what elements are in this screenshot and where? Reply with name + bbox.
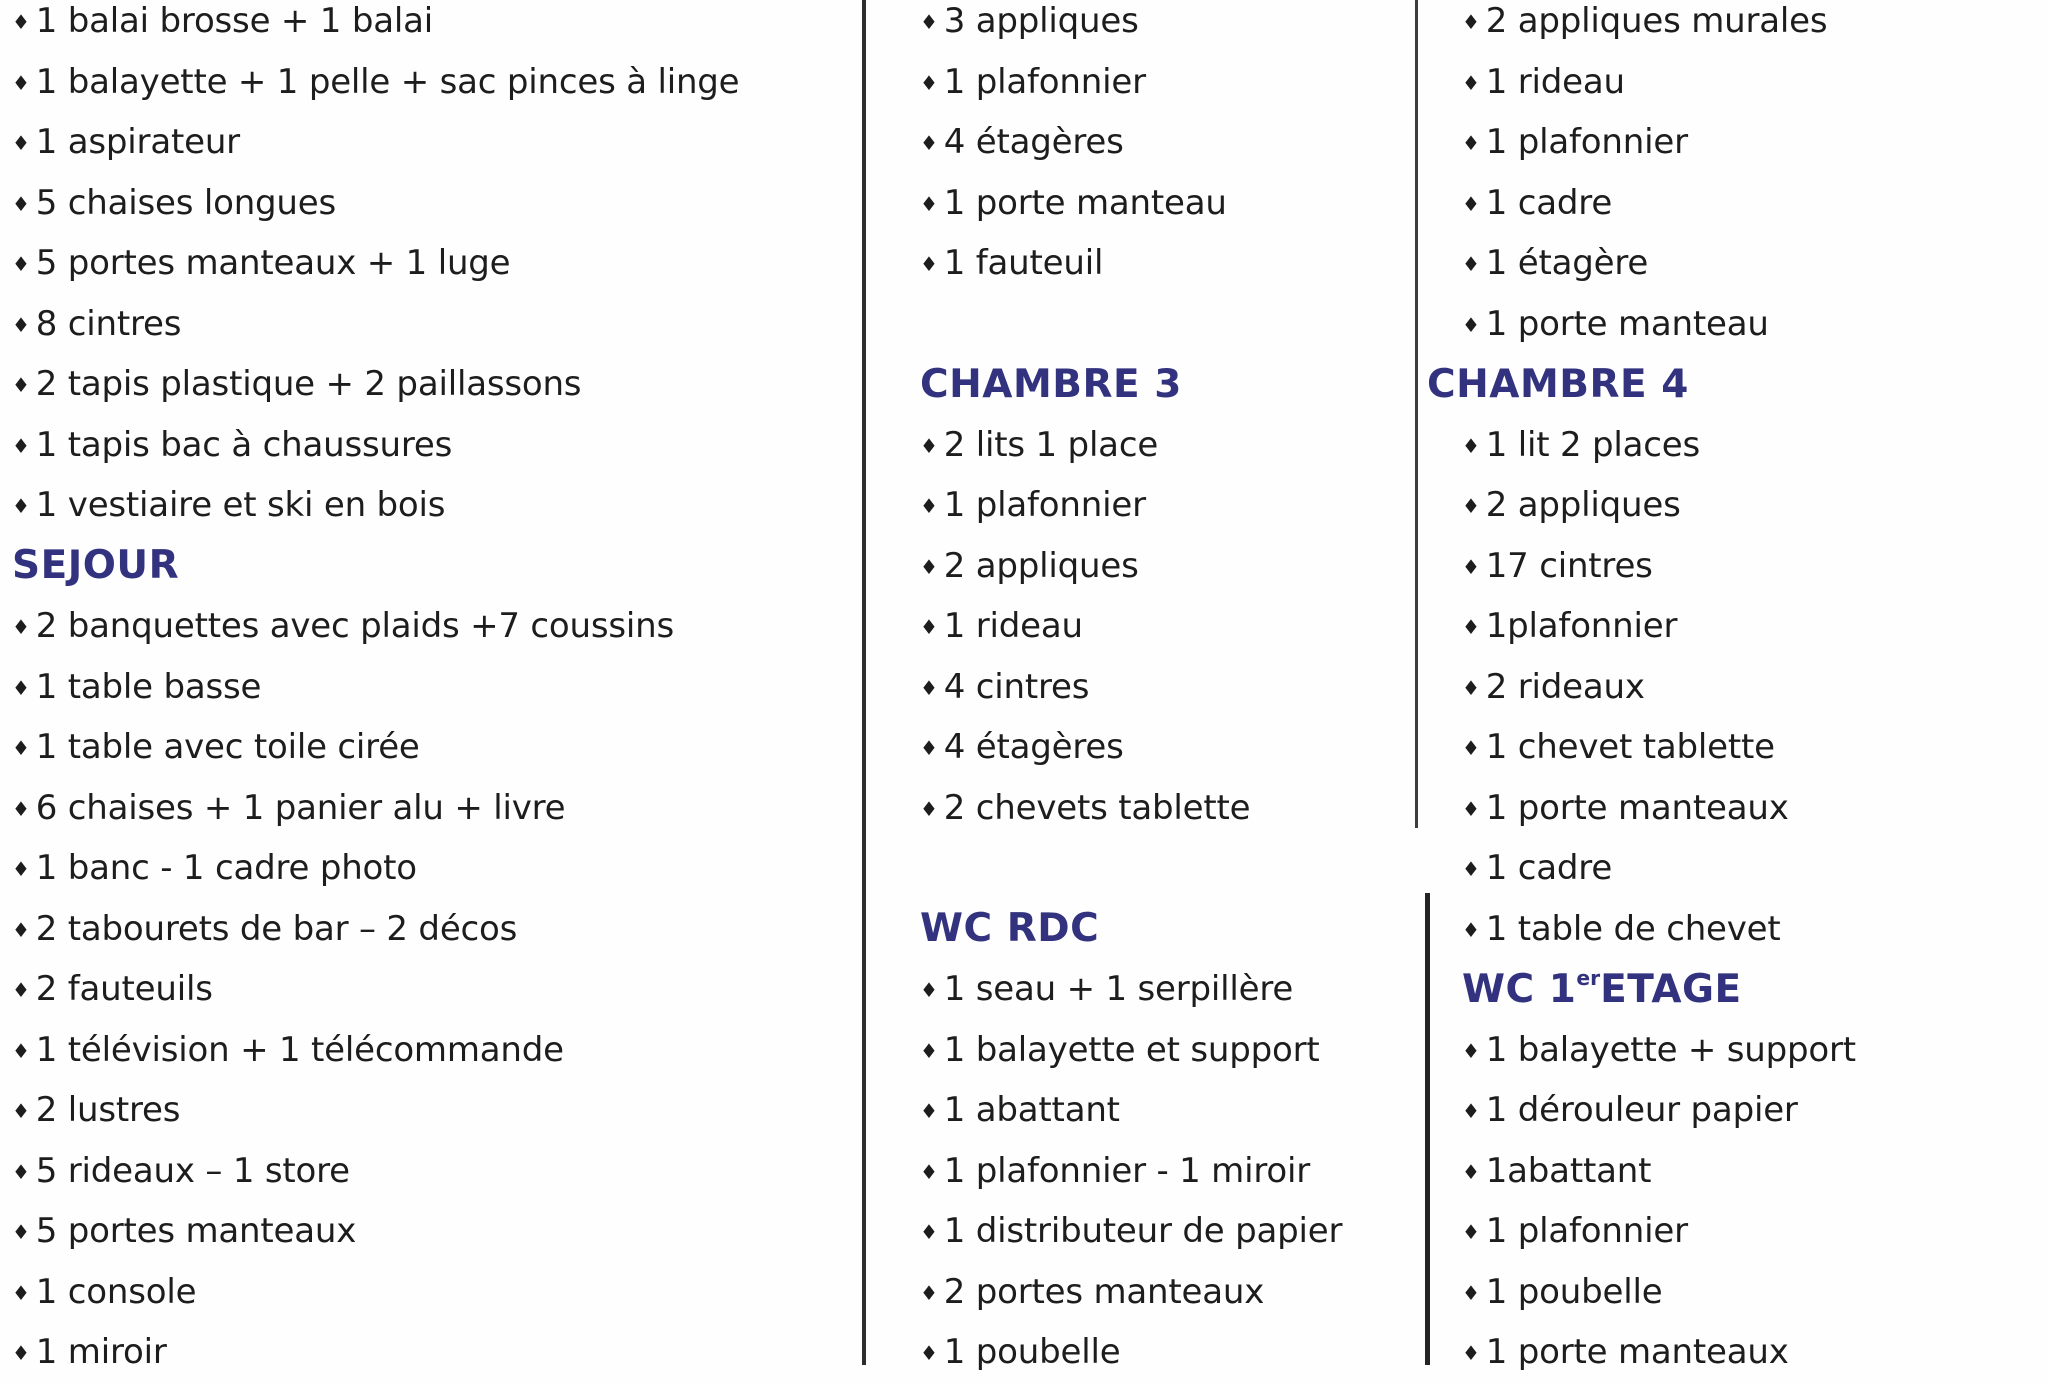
header-text: WC RDC xyxy=(920,906,1100,952)
bullet-icon: ♦ xyxy=(12,312,30,337)
list-item xyxy=(1462,838,2044,899)
list-item xyxy=(12,1080,857,1141)
bullet-icon: ♦ xyxy=(1462,1038,1480,1063)
list-item xyxy=(920,415,1412,476)
bullet-icon: ♦ xyxy=(920,675,938,700)
item-text: 4 étagères xyxy=(943,727,1124,768)
bullet-icon: ♦ xyxy=(1462,494,1480,519)
bullet-icon: ♦ xyxy=(1462,312,1480,337)
bullet-icon: ♦ xyxy=(920,1159,938,1184)
item-text: 1 rideau xyxy=(1485,61,1625,102)
item-text: 1 tapis bac à chaussures xyxy=(35,424,453,465)
bullet-icon: ♦ xyxy=(12,10,30,35)
list-item xyxy=(1462,1322,2044,1383)
item-text: 1 banc - 1 cadre photo xyxy=(35,848,417,889)
section-header xyxy=(1462,959,2044,1020)
list-item xyxy=(12,52,857,113)
bullet-icon: ♦ xyxy=(12,1280,30,1305)
item-text: 1 table basse xyxy=(35,666,262,707)
bullet-icon: ♦ xyxy=(1462,917,1480,942)
bullet-icon: ♦ xyxy=(1462,252,1480,277)
list-item xyxy=(1462,899,2044,960)
item-text: 2 appliques murales xyxy=(1485,1,1828,42)
bullet-icon: ♦ xyxy=(920,1038,938,1063)
list-item xyxy=(920,1322,1412,1383)
bullet-icon: ♦ xyxy=(920,1341,938,1366)
list-item xyxy=(1462,1141,2044,1202)
item-text: 1 cadre xyxy=(1485,848,1613,889)
list-item xyxy=(1462,415,2044,476)
bullet-icon: ♦ xyxy=(12,978,30,1003)
bullet-icon: ♦ xyxy=(12,615,30,640)
bullet-icon: ♦ xyxy=(1462,191,1480,216)
column-entree-sejour xyxy=(12,0,857,1383)
item-text: 1 miroir xyxy=(35,1332,167,1373)
header-superscript: er xyxy=(1576,966,1601,990)
bullet-icon: ♦ xyxy=(1462,1099,1480,1124)
bullet-icon: ♦ xyxy=(12,675,30,700)
list-item xyxy=(12,354,857,415)
list-item xyxy=(12,233,857,294)
bullet-icon: ♦ xyxy=(12,131,30,156)
item-text: 8 cintres xyxy=(35,303,182,344)
list-item xyxy=(12,1201,857,1262)
list-item xyxy=(12,778,857,839)
column-divider-right-bottom xyxy=(1425,893,1430,1365)
section-header xyxy=(920,354,1412,415)
item-text: 1 lit 2 places xyxy=(1485,424,1701,465)
item-text: 2 rideaux xyxy=(1485,666,1645,707)
bullet-icon: ♦ xyxy=(1462,1159,1480,1184)
list-item xyxy=(1462,52,2044,113)
item-text: 1 table avec toile cirée xyxy=(35,727,420,768)
bullet-icon: ♦ xyxy=(920,494,938,519)
list-item xyxy=(1462,112,2044,173)
list-item xyxy=(1462,1080,2044,1141)
item-text: 4 cintres xyxy=(943,666,1090,707)
bullet-icon: ♦ xyxy=(920,978,938,1003)
list-item xyxy=(920,1080,1412,1141)
list-item xyxy=(12,0,857,52)
list-item xyxy=(1462,536,2044,597)
list-item xyxy=(1462,475,2044,536)
list-item xyxy=(1462,0,2044,52)
item-text: 1 balai brosse + 1 balai xyxy=(35,1,433,42)
item-text: 1 télévision + 1 télécommande xyxy=(35,1029,564,1070)
list-item xyxy=(12,294,857,355)
list-item xyxy=(920,0,1412,52)
bullet-icon: ♦ xyxy=(12,1038,30,1063)
list-item xyxy=(920,717,1412,778)
bullet-icon: ♦ xyxy=(920,615,938,640)
list-item xyxy=(1462,1020,2044,1081)
item-text: 2 appliques xyxy=(943,545,1139,586)
item-text: 3 appliques xyxy=(943,1,1139,42)
bullet-icon: ♦ xyxy=(1462,857,1480,882)
list-item xyxy=(1462,657,2044,718)
list-item xyxy=(920,1201,1412,1262)
item-text: 1 plafonnier - 1 miroir xyxy=(943,1150,1310,1191)
item-text: 1 table de chevet xyxy=(1485,908,1781,949)
item-text: 4 étagères xyxy=(943,122,1124,163)
list-item xyxy=(920,475,1412,536)
item-text: 1 fauteuil xyxy=(943,243,1104,284)
list-item xyxy=(1462,1262,2044,1323)
item-text: 1 plafonnier xyxy=(943,485,1146,526)
list-item xyxy=(12,1322,857,1383)
item-text: 1 porte manteau xyxy=(943,182,1227,223)
bullet-icon: ♦ xyxy=(12,433,30,458)
list-item xyxy=(12,1262,857,1323)
list-item xyxy=(12,1141,857,1202)
column-chambre3-wc-rdc xyxy=(920,0,1412,1383)
column-chambre4-wc-etage xyxy=(1427,0,2044,1383)
item-text: 2 appliques xyxy=(1485,485,1681,526)
bullet-icon: ♦ xyxy=(12,796,30,821)
bullet-icon: ♦ xyxy=(12,70,30,95)
list-item xyxy=(12,838,857,899)
bullet-icon: ♦ xyxy=(1462,796,1480,821)
list-item xyxy=(12,415,857,476)
bullet-icon: ♦ xyxy=(1462,10,1480,35)
bullet-icon: ♦ xyxy=(12,373,30,398)
bullet-icon: ♦ xyxy=(12,494,30,519)
item-text: 2 lustres xyxy=(35,1090,181,1131)
item-text: 2 tabourets de bar – 2 décos xyxy=(35,908,518,949)
list-item xyxy=(920,596,1412,657)
list-item xyxy=(1462,233,2044,294)
list-item xyxy=(12,596,857,657)
bullet-icon: ♦ xyxy=(920,252,938,277)
bullet-icon: ♦ xyxy=(1462,736,1480,761)
item-text: 2 chevets tablette xyxy=(943,787,1251,828)
bullet-icon: ♦ xyxy=(12,736,30,761)
item-text: 1abattant xyxy=(1485,1150,1652,1191)
list-item xyxy=(12,959,857,1020)
bullet-icon: ♦ xyxy=(920,554,938,579)
list-item xyxy=(12,899,857,960)
bullet-icon: ♦ xyxy=(920,131,938,156)
item-text: 1 balayette et support xyxy=(943,1029,1320,1070)
section-header xyxy=(920,899,1412,960)
list-item xyxy=(12,173,857,234)
header-text: CHAMBRE 3 xyxy=(920,361,1182,407)
list-item xyxy=(920,959,1412,1020)
list-item xyxy=(920,52,1412,113)
list-item xyxy=(920,173,1412,234)
bullet-icon: ♦ xyxy=(1462,615,1480,640)
bullet-icon: ♦ xyxy=(12,191,30,216)
bullet-icon: ♦ xyxy=(12,252,30,277)
list-item xyxy=(920,657,1412,718)
bullet-icon: ♦ xyxy=(920,70,938,95)
item-text: 1 plafonnier xyxy=(1485,1211,1688,1252)
list-item xyxy=(920,1020,1412,1081)
list-item xyxy=(12,112,857,173)
list-item xyxy=(920,778,1412,839)
section-header xyxy=(1427,354,2044,415)
list-item xyxy=(12,1020,857,1081)
item-text: 1 distributeur de papier xyxy=(943,1211,1343,1252)
section-header xyxy=(12,536,857,597)
bullet-icon: ♦ xyxy=(920,10,938,35)
bullet-icon: ♦ xyxy=(1462,675,1480,700)
bullet-icon: ♦ xyxy=(920,796,938,821)
bullet-icon: ♦ xyxy=(1462,1220,1480,1245)
list-item xyxy=(920,1141,1412,1202)
list-item xyxy=(920,536,1412,597)
list-item xyxy=(1462,294,2044,355)
item-text: 5 portes manteaux xyxy=(35,1211,357,1252)
bullet-icon: ♦ xyxy=(12,1220,30,1245)
item-text: 5 rideaux – 1 store xyxy=(35,1150,350,1191)
bullet-icon: ♦ xyxy=(1462,1280,1480,1305)
bullet-icon: ♦ xyxy=(920,1280,938,1305)
column-divider-left xyxy=(862,0,866,1365)
header-text-2: ETAGE xyxy=(1600,966,1742,1012)
item-text: 5 chaises longues xyxy=(35,182,337,223)
item-text: 1 dérouleur papier xyxy=(1485,1090,1798,1131)
list-item xyxy=(920,233,1412,294)
bullet-icon: ♦ xyxy=(1462,433,1480,458)
bullet-icon: ♦ xyxy=(12,1341,30,1366)
item-text: 1 plafonnier xyxy=(943,61,1146,102)
list-item xyxy=(12,657,857,718)
item-text: 1 porte manteaux xyxy=(1485,787,1789,828)
item-text: 1 poubelle xyxy=(943,1332,1121,1373)
item-text: 1 cadre xyxy=(1485,182,1613,223)
bullet-icon: ♦ xyxy=(12,917,30,942)
bullet-icon: ♦ xyxy=(12,1099,30,1124)
list-item xyxy=(12,717,857,778)
item-text: 2 lits 1 place xyxy=(943,424,1159,465)
item-text: 1 poubelle xyxy=(1485,1271,1663,1312)
item-text: 1plafonnier xyxy=(1485,606,1678,647)
bullet-icon: ♦ xyxy=(1462,1341,1480,1366)
bullet-icon: ♦ xyxy=(920,433,938,458)
item-text: 1 étagère xyxy=(1485,243,1649,284)
header-text: WC 1 xyxy=(1462,966,1577,1012)
item-text: 1 chevet tablette xyxy=(1485,727,1775,768)
list-item xyxy=(1462,1201,2044,1262)
list-item xyxy=(1462,596,2044,657)
item-text: 1 console xyxy=(35,1271,197,1312)
item-text: 6 chaises + 1 panier alu + livre xyxy=(35,787,566,828)
item-text: 2 portes manteaux xyxy=(943,1271,1265,1312)
item-text: 5 portes manteaux + 1 luge xyxy=(35,243,511,284)
list-item xyxy=(12,475,857,536)
bullet-icon: ♦ xyxy=(920,736,938,761)
list-item xyxy=(920,112,1412,173)
item-text: 1 porte manteau xyxy=(1485,303,1769,344)
item-text: 1 aspirateur xyxy=(35,122,240,163)
item-text: 17 cintres xyxy=(1485,545,1653,586)
item-text: 1 seau + 1 serpillère xyxy=(943,969,1294,1010)
list-item xyxy=(1462,173,2044,234)
bullet-icon: ♦ xyxy=(1462,70,1480,95)
bullet-icon: ♦ xyxy=(920,191,938,216)
item-text: 1 rideau xyxy=(943,606,1083,647)
bullet-icon: ♦ xyxy=(12,1159,30,1184)
bullet-icon: ♦ xyxy=(920,1220,938,1245)
item-text: 1 balayette + support xyxy=(1485,1029,1856,1070)
spacer-row xyxy=(920,838,1412,899)
bullet-icon: ♦ xyxy=(1462,131,1480,156)
header-text: CHAMBRE 4 xyxy=(1427,361,1689,407)
item-text: 1 vestiaire et ski en bois xyxy=(35,485,446,526)
bullet-icon: ♦ xyxy=(12,857,30,882)
item-text: 1 abattant xyxy=(943,1090,1120,1131)
list-item xyxy=(920,1262,1412,1323)
bullet-icon: ♦ xyxy=(920,1099,938,1124)
item-text: 1 plafonnier xyxy=(1485,122,1688,163)
column-divider-right-top xyxy=(1415,0,1418,828)
item-text: 2 banquettes avec plaids +7 coussins xyxy=(35,606,674,647)
item-text: 2 tapis plastique + 2 paillassons xyxy=(35,364,582,405)
header-text: SEJOUR xyxy=(12,543,180,589)
item-text: 2 fauteuils xyxy=(35,969,213,1010)
item-text: 1 balayette + 1 pelle + sac pinces à linge xyxy=(35,61,740,102)
list-item xyxy=(1462,778,2044,839)
item-text: 1 porte manteaux xyxy=(1485,1332,1789,1373)
bullet-icon: ♦ xyxy=(1462,554,1480,579)
spacer-row xyxy=(920,294,1412,355)
list-item xyxy=(1462,717,2044,778)
